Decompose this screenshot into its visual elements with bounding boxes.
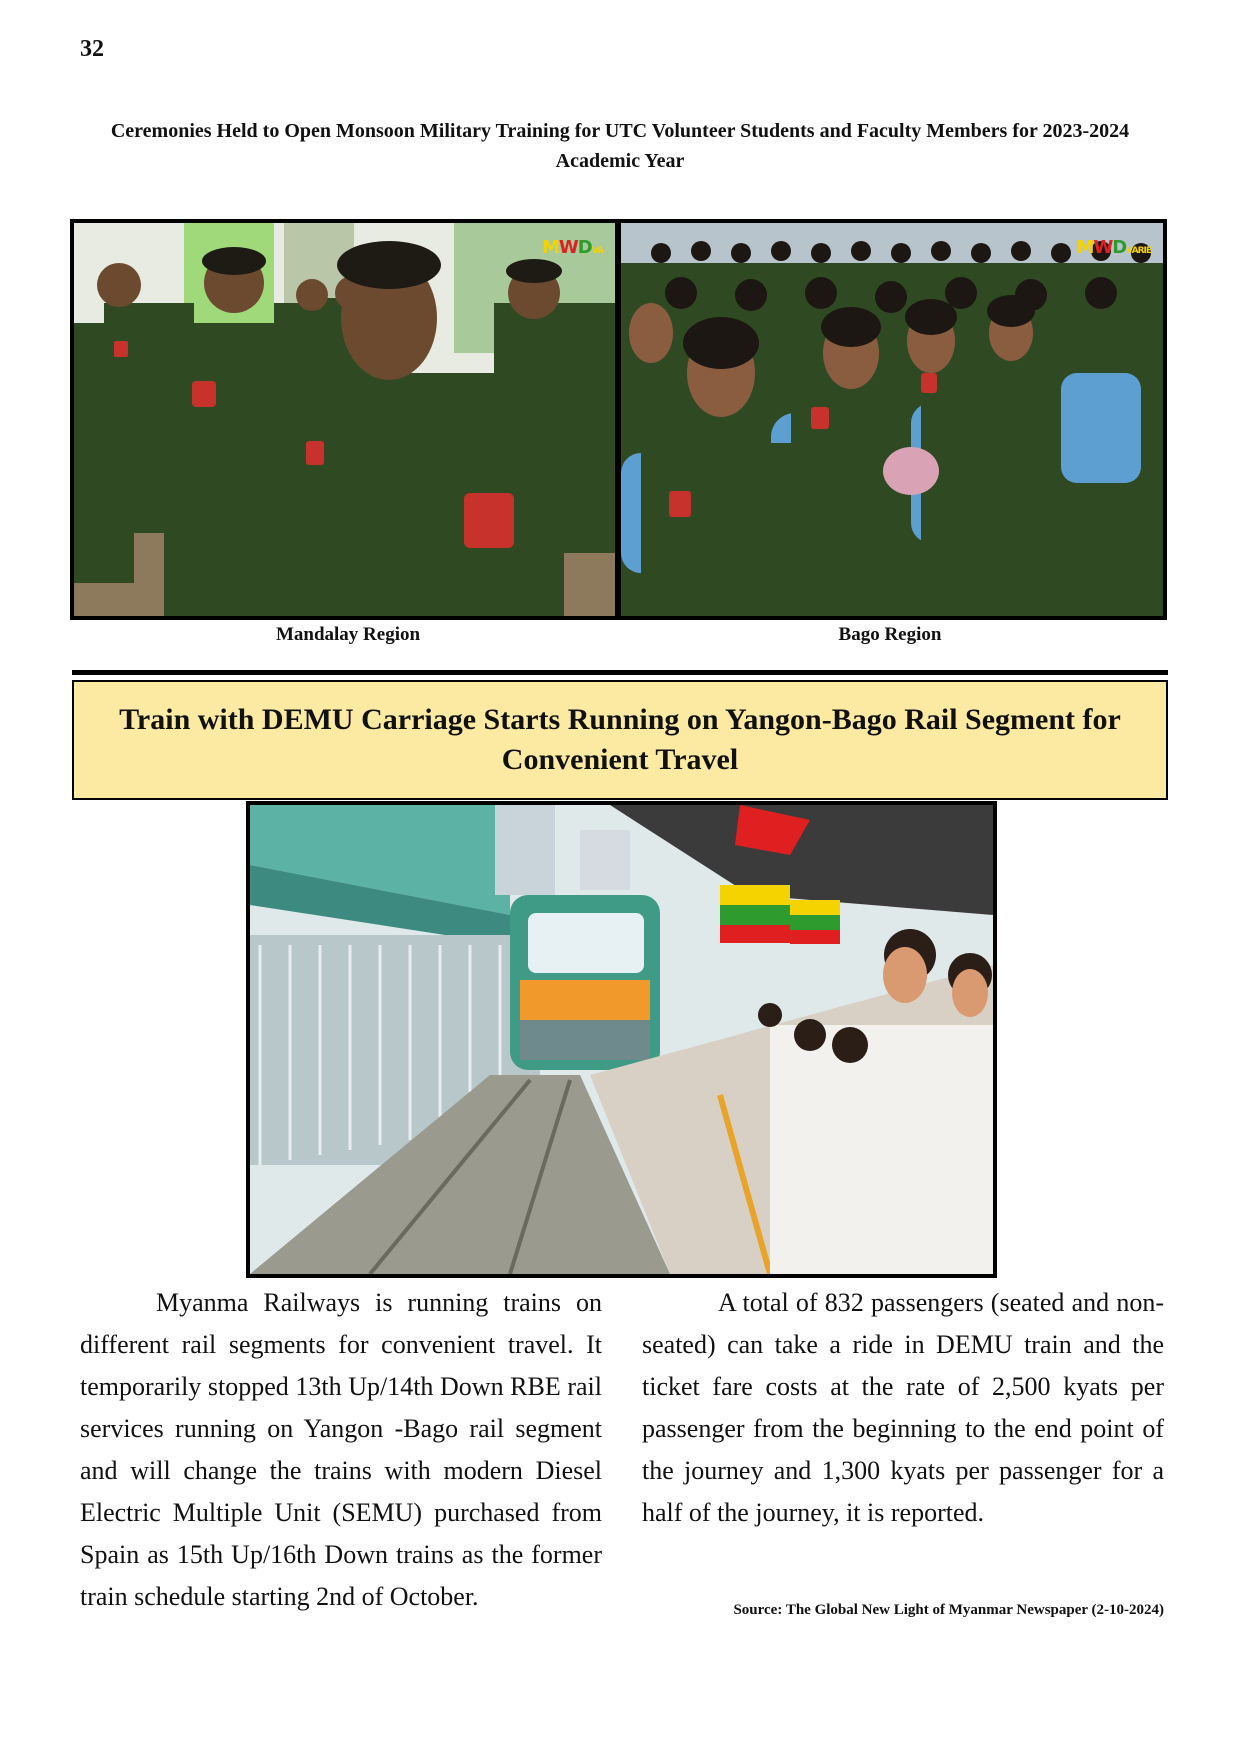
page-number: 32 bbox=[80, 36, 104, 62]
caption-mandalay: Mandalay Region bbox=[275, 624, 421, 645]
article-column-right bbox=[642, 1282, 1164, 1534]
article-headline: Train with DEMU Carriage Starts Running on Yangon-Bago Rail Segment for Convenient Travel bbox=[119, 703, 1121, 776]
top-heading: Ceremonies Held to Open Monsoon Military Training for UTC Volunteer Students and Faculty Members for 2023-2024 Academic Year bbox=[110, 120, 1130, 172]
section-divider bbox=[72, 670, 1168, 675]
mwd-watermark: MWDVA bbox=[541, 237, 603, 258]
article-source: Source: The Global New Light of Myanmar Newspaper (2-10-2024) bbox=[733, 1602, 1164, 1618]
caption-bago: Bago Region bbox=[838, 624, 942, 645]
photo-bago-region bbox=[621, 223, 1163, 616]
photo-mandalay-region bbox=[74, 223, 615, 616]
train-photo bbox=[246, 801, 997, 1278]
photo-pair bbox=[70, 219, 1167, 620]
article-paragraph-2: A total of 832 passengers (seated and non-seated) can take a ride in DEMU train and the ticket fare costs at the rate of 2,500 kyats per passenger from the beginning to the end point of the journey and 1,300 kyats per passenger for a half of the journey, it is reported. bbox=[642, 1288, 1164, 1527]
mwd-watermark: MWDVARIE bbox=[1076, 237, 1151, 258]
article-column-left bbox=[80, 1282, 602, 1618]
article-paragraph-1: Myanma Railways is running trains on different rail segments for convenient travel. It temporarily stopped 13th Up/14th Down RBE rail services running on Yangon -Bago rail segment and will change the trains with modern Diesel Electric Multiple Unit (SEMU) purchased from Spain as 15th Up/16th Down trains as the former train schedule starting 2nd of October. bbox=[80, 1288, 602, 1611]
headline-box bbox=[72, 680, 1168, 800]
